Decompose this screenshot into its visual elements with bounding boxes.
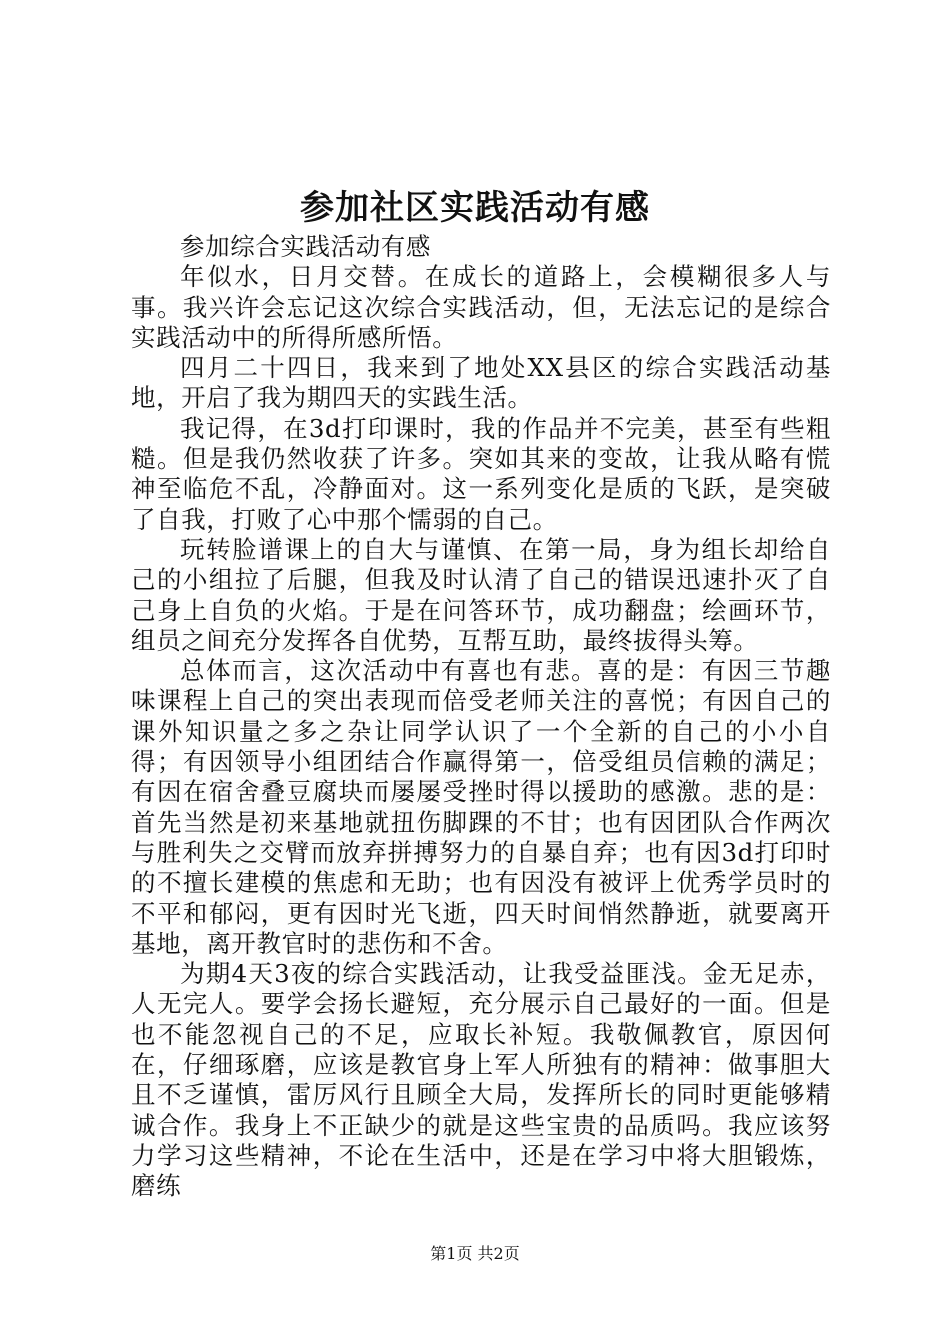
paragraph: 为期4天3夜的综合实践活动，让我受益匪浅。金无足赤，人无完人。要学会扬长避短，充分展示自己最好的一面。但是也不能忽视自己的不足，应取长补短。我敬佩教官，原因何在，仔细琢磨，应该是教官身上军人所独有的精神：做事胆大且不乏谨慎，雷厉风行且顾全大局，发挥所长的同时更能够精诚合作。我身上不正缺少的就是这些宝贵的品质吗。我应该努力学习这些精神，不论在生活中，还是在学习中将大胆锻炼，磨练	[131, 959, 831, 1201]
paragraph-subtitle: 参加综合实践活动有感	[180, 232, 431, 261]
paragraph: 总体而言，这次活动中有喜也有悲。喜的是：有因三节趣味课程上自己的突出表现而倍受老师关注的喜悦；有因自己的课外知识量之多之杂让同学认识了一个全新的自己的小小自得；有因领导小组团结合作赢得第一，倍受组员信赖的满足；有因在宿舍叠豆腐块而屡屡受挫时得以援助的感激。悲的是：首先当然是初来基地就扭伤脚踝的不甘；也有因团队合作两次与胜利失之交臂而放弃拼搏努力的自暴自弃；也有因3d打印时的不擅长建模的焦虑和无助；也有因没有被评上优秀学员时的不平和郁闷，更有因时光飞逝，四天时间悄然静逝，就要离开基地，离开教官时的悲伤和不舍。	[131, 656, 831, 958]
paragraph: 我记得，在3d打印课时，我的作品并不完美，甚至有些粗糙。但是我仍然收获了许多。突如其来的变故，让我从略有慌神至临危不乱，冷静面对。这一系列变化是质的飞跃，是突破了自我，打败了心中那个懦弱的自己。	[131, 413, 831, 534]
paragraph: 四月二十四日，我来到了地处XX县区的综合实践活动基地，开启了我为期四天的实践生活。	[131, 353, 831, 413]
paragraph: 玩转脸谱课上的自大与谨慎、在第一局，身为组长却给自己的小组拉了后腿，但我及时认清了自己的错误迅速扑灭了自己身上自负的火焰。于是在问答环节，成功翻盘；绘画环节，组员之间充分发挥各自优势，互帮互助，最终拔得头筹。	[131, 534, 831, 655]
paragraph: 年似水，日月交替。在成长的道路上，会模糊很多人与事。我兴许会忘记这次综合实践活动，但，无法忘记的是综合实践活动中的所得所感所悟。	[131, 262, 831, 352]
document-title: 参加社区实践活动有感	[300, 188, 650, 228]
page-footer: 第1页 共2页	[430, 1244, 520, 1263]
document-body	[131, 232, 831, 1202]
